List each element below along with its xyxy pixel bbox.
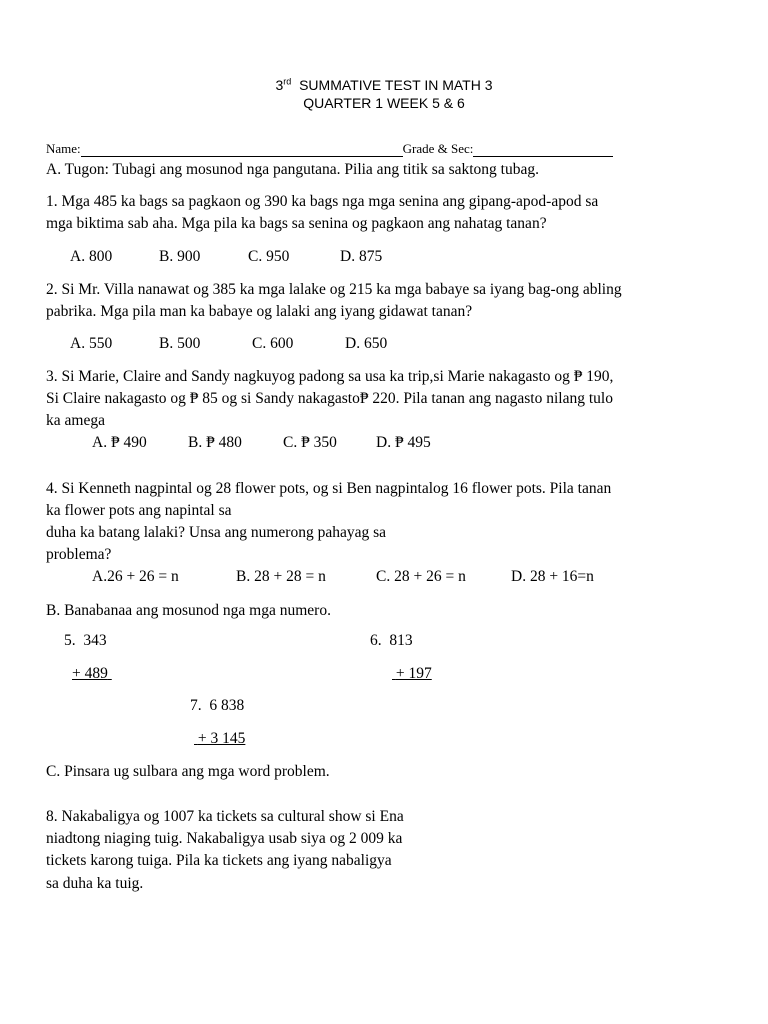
problem-5-top: 343 (83, 632, 107, 649)
q3-line2: Si Claire nakagasto og ₱ 85 og si Sandy nakagasto₱ 220. Pila tanan ang nagasto nilang tulo (46, 390, 613, 407)
problem-7-top: 6 838 (209, 697, 245, 714)
problem-5 (64, 632, 107, 650)
q1-option-b[interactable]: B. 900 (159, 248, 201, 265)
part-c-instruction: C. Pinsara ug sulbara ang mga word problem. (46, 763, 330, 780)
q4-line1: 4. Si Kenneth nagpintal og 28 flower pots, og si Ben nagpintalog 16 flower pots. Pila tanan (46, 480, 612, 497)
problem-5-number: 5. (64, 632, 76, 649)
q4-line3: duha ka batang lalaki? Unsa ang numerong pahayag sa (46, 524, 387, 541)
q2-option-c[interactable]: C. 600 (252, 335, 294, 352)
problem-7-number: 7. (190, 697, 202, 714)
grade-label: Grade & Sec: (402, 141, 474, 156)
grade-field-line[interactable] (473, 143, 613, 157)
q2-option-b[interactable]: B. 500 (159, 335, 201, 352)
name-field-line[interactable] (81, 143, 403, 157)
q3-option-c[interactable]: C. ₱ 350 (283, 434, 337, 451)
title-ordinal: 3 (275, 77, 284, 93)
q8-line3: tickets karong tuiga. Pila ka tickets ang iyang nabaligya (46, 852, 392, 869)
q3-line1: 3. Si Marie, Claire and Sandy nagkuyog padong sa usa ka trip,si Marie nakagasto og ₱ 190, (46, 368, 614, 385)
q2-option-d[interactable]: D. 650 (345, 335, 388, 352)
q1-option-a[interactable]: A. 800 (70, 248, 113, 265)
name-label: Name: (46, 141, 81, 156)
problem-7-bottom: + 3 145 (197, 730, 246, 747)
part-b-instruction: B. Banabanaa ang mosunod nga mga numero. (46, 602, 331, 619)
name-grade-row (46, 141, 613, 157)
problem-7 (190, 697, 244, 715)
q1-line2: mga biktima sab aha. Mga pila ka bags sa senina og pagkaon ang nahatag tanan? (46, 215, 547, 232)
problem-6-bottom: + 197 (395, 665, 432, 682)
page-title (0, 77, 768, 93)
q4-option-a[interactable]: A.26 + 26 = n (92, 568, 179, 585)
q2-line1: 2. Si Mr. Villa nanawat og 385 ka mga lalake og 215 ka mga babaye sa iyang bag-ong abling (46, 281, 622, 298)
q8-line4: sa duha ka tuig. (46, 875, 144, 892)
title-ordinal-suffix: rd (283, 76, 292, 87)
problem-6-top: 813 (389, 632, 413, 649)
q1-option-d[interactable]: D. 875 (340, 248, 383, 265)
q4-option-c[interactable]: C. 28 + 26 = n (376, 568, 466, 585)
q3-option-d[interactable]: D. ₱ 495 (376, 434, 431, 451)
page-subtitle: QUARTER 1 WEEK 5 & 6 (303, 95, 465, 111)
q1-option-c[interactable]: C. 950 (248, 248, 290, 265)
q8-line1: 8. Nakabaligya og 1007 ka tickets sa cultural show si Ena (46, 808, 404, 825)
part-a-instruction: A. Tugon: Tubagi ang mosunod nga pangutana. Pilia ang titik sa saktong tubag. (46, 161, 539, 178)
problem-6-number: 6. (370, 632, 382, 649)
q1-line1: 1. Mga 485 ka bags sa pagkaon og 390 ka bags nga mga senina ang gipang-apod-apod sa (46, 193, 599, 210)
q3-option-a[interactable]: A. ₱ 490 (92, 434, 147, 451)
q4-line4: problema? (46, 546, 112, 563)
q3-line3: ka amega (46, 412, 105, 429)
q8-line2: niadtong niaging tuig. Nakabaligya usab siya og 2 009 ka (46, 830, 403, 847)
q4-option-b[interactable]: B. 28 + 28 = n (236, 568, 326, 585)
q4-line2: ka flower pots ang napintal sa (46, 502, 232, 519)
q4-option-d[interactable]: D. 28 + 16=n (511, 568, 594, 585)
q2-line2: pabrika. Mga pila man ka babaye og lalaki ang iyang gidawat tanan? (46, 303, 473, 320)
q2-option-a[interactable]: A. 550 (70, 335, 113, 352)
title-text: SUMMATIVE TEST IN MATH 3 (299, 77, 493, 93)
problem-5-bottom: + 489 (72, 665, 108, 682)
problem-6 (370, 632, 413, 650)
q3-option-b[interactable]: B. ₱ 480 (188, 434, 242, 451)
